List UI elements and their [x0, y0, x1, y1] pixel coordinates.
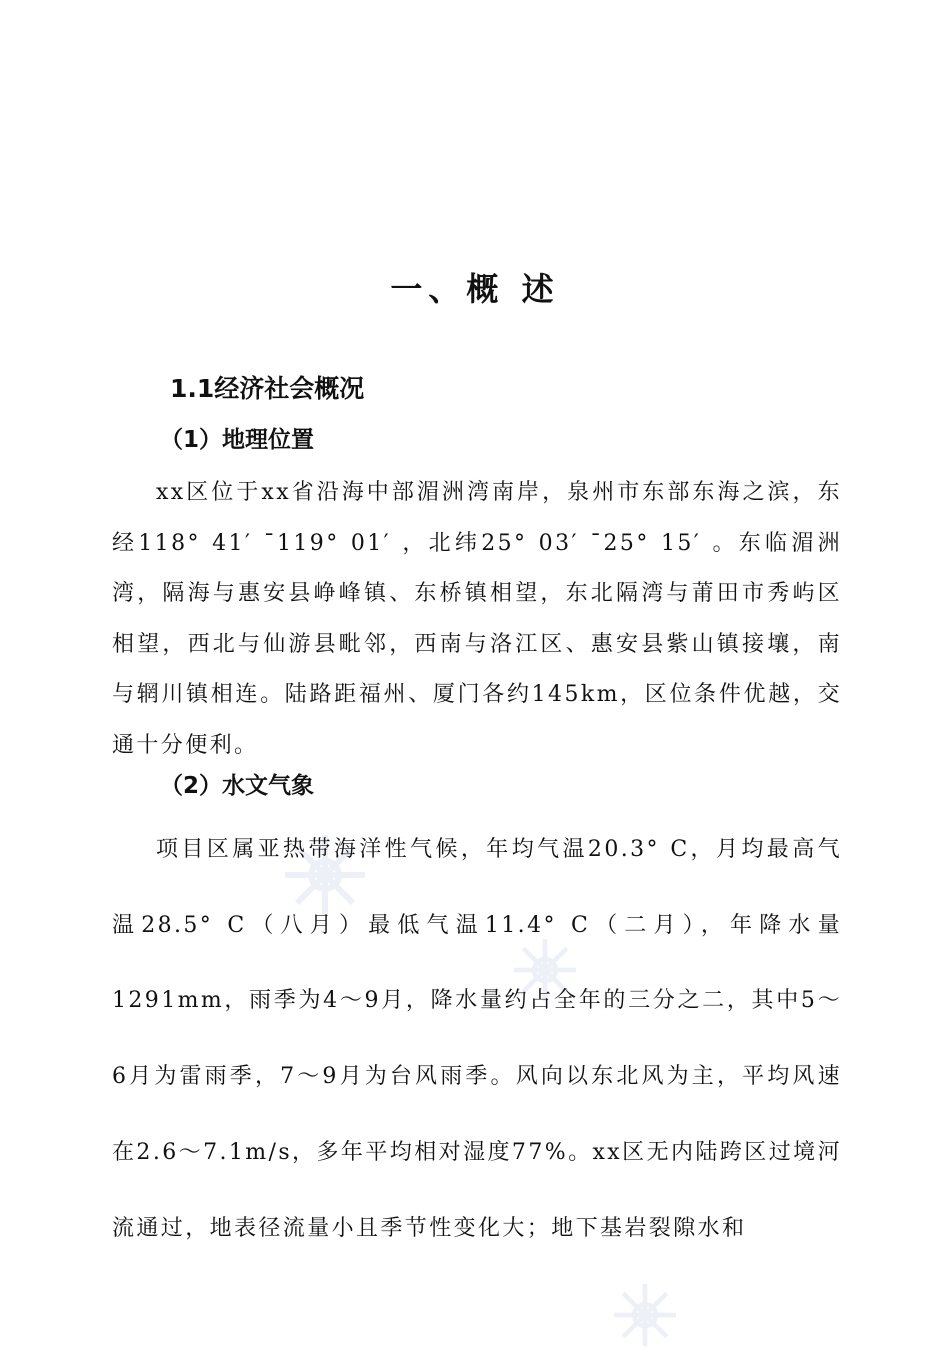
- hydrology-paragraph: 项目区属亚热带海洋性气候，年均气温20.3° C，月均最高气温28.5° C（八月）最低气温11.4° C（二月），年降水量1291mm，雨季为4～9月，降水量约占全年的三分之二，其中5～6月为雷雨季，7～9月为台风雨季。风向以东北风为主，平均风速在2.6～7.1m/s，多年平均相对湿度77%。xx区无内陆跨区过境河流通过，地表径流量小且季节性变化大；地下基岩裂隙水和: [112, 837, 842, 1241]
- geography-paragraph: xx区位于xx省沿海中部湄洲湾南岸，泉州市东部东海之滨，东经118° 41′ ¯119° 01′ ，北纬25° 03′ ¯25° 15′ 。东临湄洲湾，隔海与惠安县峥峰镇、东桥镇相望，东北隔湾与莆田市秀屿区相望，西北与仙游县毗邻，西南与洛江区、惠安县紫山镇接壤，南与辋川镇相连。陆路距福州、厦门各约145km，区位条件优越，交通十分便利。: [112, 480, 842, 758]
- subsection-heading-hydrology: （2）水文气象: [160, 773, 315, 799]
- subsection-heading-geography: （1）地理位置: [160, 427, 315, 453]
- section-title: 1.1经济社会概况: [170, 374, 365, 403]
- chapter-title: 一、概 述: [390, 270, 560, 308]
- snowflake-watermark-icon: [610, 1280, 680, 1350]
